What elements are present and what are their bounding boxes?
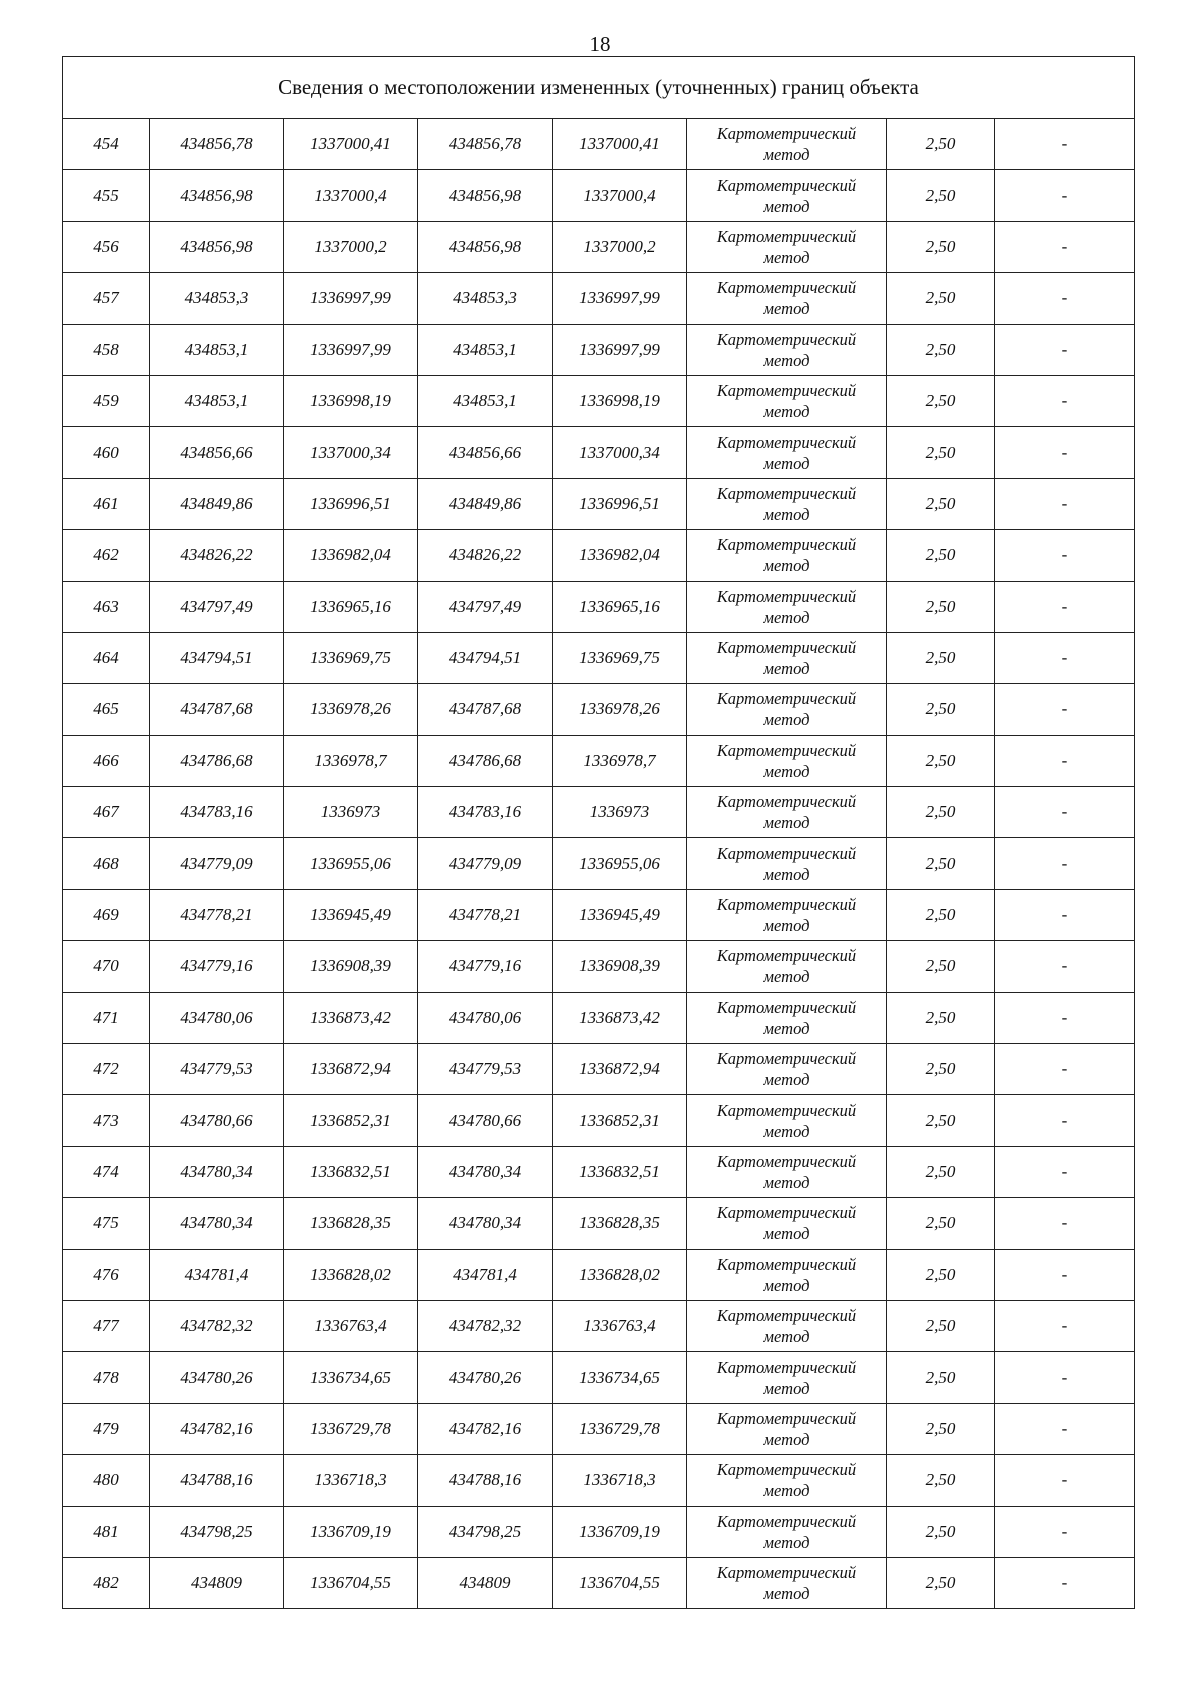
table-row [63, 1403, 1135, 1454]
y-existing-cell: 1336973 [284, 787, 418, 838]
accuracy-cell: 2,50 [887, 1455, 995, 1506]
method-text: Картометрический метод [716, 1563, 857, 1604]
x-specified-cell: 434853,1 [418, 375, 553, 426]
y-specified-cell: 1337000,4 [553, 170, 687, 221]
x-existing-cell: 434809 [150, 1557, 284, 1608]
x-specified-cell: 434782,16 [418, 1403, 553, 1454]
y-specified-cell: 1336978,26 [553, 684, 687, 735]
table-row [63, 324, 1135, 375]
method-text: Картометрический метод [716, 1460, 857, 1501]
table-row [63, 735, 1135, 786]
dash-cell: - [995, 1352, 1135, 1403]
method-text: Картометрический метод [716, 175, 857, 216]
dash-cell: - [995, 119, 1135, 170]
table-row [63, 170, 1135, 221]
table-row [63, 530, 1135, 581]
y-specified-cell: 1336729,78 [553, 1403, 687, 1454]
method-text: Картометрический метод [716, 586, 857, 627]
y-existing-cell: 1336978,7 [284, 735, 418, 786]
accuracy-cell: 2,50 [887, 221, 995, 272]
y-existing-cell: 1337000,4 [284, 170, 418, 221]
accuracy-cell: 2,50 [887, 992, 995, 1043]
dash-cell: - [995, 581, 1135, 632]
method-cell [687, 375, 887, 426]
x-existing-cell: 434797,49 [150, 581, 284, 632]
dash-cell: - [995, 1403, 1135, 1454]
x-specified-cell: 434780,26 [418, 1352, 553, 1403]
x-existing-cell: 434778,21 [150, 889, 284, 940]
y-existing-cell: 1336982,04 [284, 530, 418, 581]
y-existing-cell: 1336978,26 [284, 684, 418, 735]
method-cell [687, 478, 887, 529]
method-text: Картометрический метод [716, 381, 857, 422]
y-specified-cell: 1336997,99 [553, 324, 687, 375]
accuracy-cell: 2,50 [887, 324, 995, 375]
y-existing-cell: 1336709,19 [284, 1506, 418, 1557]
y-specified-cell: 1337000,34 [553, 427, 687, 478]
y-specified-cell: 1337000,41 [553, 119, 687, 170]
accuracy-cell: 2,50 [887, 735, 995, 786]
y-specified-cell: 1336852,31 [553, 1095, 687, 1146]
method-cell [687, 581, 887, 632]
method-text: Картометрический метод [716, 1357, 857, 1398]
y-existing-cell: 1337000,34 [284, 427, 418, 478]
y-existing-cell: 1336852,31 [284, 1095, 418, 1146]
point-number-cell: 461 [63, 478, 150, 529]
method-cell [687, 787, 887, 838]
method-cell [687, 1557, 887, 1608]
point-number-cell: 478 [63, 1352, 150, 1403]
x-specified-cell: 434826,22 [418, 530, 553, 581]
method-text: Картометрический метод [716, 226, 857, 267]
x-specified-cell: 434853,3 [418, 273, 553, 324]
accuracy-cell: 2,50 [887, 941, 995, 992]
accuracy-cell: 2,50 [887, 1044, 995, 1095]
table-row [63, 1300, 1135, 1351]
x-specified-cell: 434849,86 [418, 478, 553, 529]
point-number-cell: 473 [63, 1095, 150, 1146]
table-row [63, 119, 1135, 170]
table-row [63, 684, 1135, 735]
y-existing-cell: 1337000,2 [284, 221, 418, 272]
method-cell [687, 1455, 887, 1506]
table-title: Сведения о местоположении измененных (уточненных) границ объекта [63, 57, 1135, 119]
dash-cell: - [995, 1198, 1135, 1249]
x-specified-cell: 434779,16 [418, 941, 553, 992]
accuracy-cell: 2,50 [887, 1300, 995, 1351]
y-specified-cell: 1337000,2 [553, 221, 687, 272]
dash-cell: - [995, 632, 1135, 683]
table-row [63, 375, 1135, 426]
y-existing-cell: 1336997,99 [284, 324, 418, 375]
x-specified-cell: 434781,4 [418, 1249, 553, 1300]
method-text: Картометрический метод [716, 1049, 857, 1090]
y-existing-cell: 1336832,51 [284, 1146, 418, 1197]
dash-cell: - [995, 941, 1135, 992]
point-number-cell: 467 [63, 787, 150, 838]
table-row [63, 1506, 1135, 1557]
x-existing-cell: 434853,1 [150, 324, 284, 375]
x-existing-cell: 434856,78 [150, 119, 284, 170]
accuracy-cell: 2,50 [887, 273, 995, 324]
y-specified-cell: 1336997,99 [553, 273, 687, 324]
dash-cell: - [995, 1557, 1135, 1608]
point-number-cell: 479 [63, 1403, 150, 1454]
point-number-cell: 460 [63, 427, 150, 478]
y-specified-cell: 1336709,19 [553, 1506, 687, 1557]
accuracy-cell: 2,50 [887, 530, 995, 581]
accuracy-cell: 2,50 [887, 632, 995, 683]
dash-cell: - [995, 273, 1135, 324]
y-specified-cell: 1336704,55 [553, 1557, 687, 1608]
dash-cell: - [995, 1455, 1135, 1506]
y-existing-cell: 1336965,16 [284, 581, 418, 632]
x-specified-cell: 434780,34 [418, 1198, 553, 1249]
method-cell [687, 941, 887, 992]
x-existing-cell: 434782,32 [150, 1300, 284, 1351]
table-row [63, 273, 1135, 324]
point-number-cell: 480 [63, 1455, 150, 1506]
dash-cell: - [995, 1095, 1135, 1146]
method-cell [687, 221, 887, 272]
dash-cell: - [995, 478, 1135, 529]
dash-cell: - [995, 735, 1135, 786]
x-existing-cell: 434783,16 [150, 787, 284, 838]
accuracy-cell: 2,50 [887, 684, 995, 735]
method-cell [687, 889, 887, 940]
method-text: Картометрический метод [716, 483, 857, 524]
y-specified-cell: 1336908,39 [553, 941, 687, 992]
accuracy-cell: 2,50 [887, 1095, 995, 1146]
x-specified-cell: 434780,34 [418, 1146, 553, 1197]
x-specified-cell: 434788,16 [418, 1455, 553, 1506]
dash-cell: - [995, 838, 1135, 889]
x-specified-cell: 434856,98 [418, 221, 553, 272]
accuracy-cell: 2,50 [887, 119, 995, 170]
x-existing-cell: 434794,51 [150, 632, 284, 683]
method-cell [687, 273, 887, 324]
y-existing-cell: 1336908,39 [284, 941, 418, 992]
accuracy-cell: 2,50 [887, 1352, 995, 1403]
y-existing-cell: 1336998,19 [284, 375, 418, 426]
method-text: Картометрический метод [716, 843, 857, 884]
accuracy-cell: 2,50 [887, 1506, 995, 1557]
x-specified-cell: 434798,25 [418, 1506, 553, 1557]
table-row [63, 838, 1135, 889]
point-number-cell: 475 [63, 1198, 150, 1249]
x-existing-cell: 434856,66 [150, 427, 284, 478]
method-text: Картометрический метод [716, 1511, 857, 1552]
table-row [63, 581, 1135, 632]
point-number-cell: 465 [63, 684, 150, 735]
x-existing-cell: 434853,1 [150, 375, 284, 426]
method-cell [687, 838, 887, 889]
table-body [63, 119, 1135, 1609]
x-specified-cell: 434809 [418, 1557, 553, 1608]
point-number-cell: 456 [63, 221, 150, 272]
y-specified-cell: 1336828,02 [553, 1249, 687, 1300]
table-row [63, 941, 1135, 992]
method-cell [687, 324, 887, 375]
method-cell [687, 1044, 887, 1095]
x-specified-cell: 434797,49 [418, 581, 553, 632]
method-text: Картометрический метод [716, 1152, 857, 1192]
y-specified-cell: 1336872,94 [553, 1044, 687, 1095]
accuracy-cell: 2,50 [887, 838, 995, 889]
y-specified-cell: 1336973 [553, 787, 687, 838]
point-number-cell: 482 [63, 1557, 150, 1608]
accuracy-cell: 2,50 [887, 1146, 995, 1197]
x-specified-cell: 434783,16 [418, 787, 553, 838]
x-existing-cell: 434779,09 [150, 838, 284, 889]
x-specified-cell: 434786,68 [418, 735, 553, 786]
y-existing-cell: 1336718,3 [284, 1455, 418, 1506]
y-existing-cell: 1336997,99 [284, 273, 418, 324]
method-cell [687, 119, 887, 170]
x-existing-cell: 434780,34 [150, 1146, 284, 1197]
y-specified-cell: 1336873,42 [553, 992, 687, 1043]
method-cell [687, 1146, 887, 1197]
x-existing-cell: 434780,26 [150, 1352, 284, 1403]
x-existing-cell: 434779,16 [150, 941, 284, 992]
method-text: Картометрический метод [716, 689, 857, 730]
y-specified-cell: 1336832,51 [553, 1146, 687, 1197]
y-existing-cell: 1337000,41 [284, 119, 418, 170]
y-specified-cell: 1336998,19 [553, 375, 687, 426]
table-row [63, 632, 1135, 683]
method-cell [687, 632, 887, 683]
y-specified-cell: 1336982,04 [553, 530, 687, 581]
y-specified-cell: 1336996,51 [553, 478, 687, 529]
dash-cell: - [995, 889, 1135, 940]
x-existing-cell: 434787,68 [150, 684, 284, 735]
table-row [63, 1146, 1135, 1197]
method-text: Картометрический метод [716, 535, 857, 576]
method-text: Картометрический метод [716, 997, 857, 1038]
point-number-cell: 468 [63, 838, 150, 889]
x-specified-cell: 434853,1 [418, 324, 553, 375]
y-specified-cell: 1336955,06 [553, 838, 687, 889]
page-number: 18 [589, 32, 611, 56]
method-text: Картометрический метод [716, 1203, 857, 1244]
x-specified-cell: 434780,06 [418, 992, 553, 1043]
method-cell [687, 1300, 887, 1351]
x-existing-cell: 434798,25 [150, 1506, 284, 1557]
dash-cell: - [995, 427, 1135, 478]
y-existing-cell: 1336996,51 [284, 478, 418, 529]
x-existing-cell: 434853,3 [150, 273, 284, 324]
x-existing-cell: 434782,16 [150, 1403, 284, 1454]
y-existing-cell: 1336828,35 [284, 1198, 418, 1249]
dash-cell: - [995, 324, 1135, 375]
dash-cell: - [995, 170, 1135, 221]
y-existing-cell: 1336873,42 [284, 992, 418, 1043]
table-row [63, 787, 1135, 838]
y-specified-cell: 1336763,4 [553, 1300, 687, 1351]
table-row [63, 889, 1135, 940]
point-number-cell: 463 [63, 581, 150, 632]
y-existing-cell: 1336945,49 [284, 889, 418, 940]
method-cell [687, 684, 887, 735]
method-text: Картометрический метод [716, 124, 857, 165]
accuracy-cell: 2,50 [887, 1557, 995, 1608]
accuracy-cell: 2,50 [887, 1249, 995, 1300]
method-cell [687, 992, 887, 1043]
x-existing-cell: 434856,98 [150, 221, 284, 272]
method-cell [687, 1403, 887, 1454]
x-specified-cell: 434778,21 [418, 889, 553, 940]
accuracy-cell: 2,50 [887, 1403, 995, 1454]
x-existing-cell: 434779,53 [150, 1044, 284, 1095]
method-text: Картометрический метод [716, 1254, 857, 1295]
dash-cell: - [995, 787, 1135, 838]
method-cell [687, 1506, 887, 1557]
point-number-cell: 469 [63, 889, 150, 940]
x-existing-cell: 434786,68 [150, 735, 284, 786]
method-cell [687, 1198, 887, 1249]
table-row [63, 427, 1135, 478]
x-specified-cell: 434787,68 [418, 684, 553, 735]
method-cell [687, 170, 887, 221]
point-number-cell: 464 [63, 632, 150, 683]
y-existing-cell: 1336763,4 [284, 1300, 418, 1351]
dash-cell: - [995, 221, 1135, 272]
x-specified-cell: 434856,78 [418, 119, 553, 170]
accuracy-cell: 2,50 [887, 889, 995, 940]
point-number-cell: 472 [63, 1044, 150, 1095]
method-text: Картометрический метод [716, 740, 857, 781]
point-number-cell: 471 [63, 992, 150, 1043]
y-specified-cell: 1336718,3 [553, 1455, 687, 1506]
x-specified-cell: 434779,09 [418, 838, 553, 889]
point-number-cell: 476 [63, 1249, 150, 1300]
x-specified-cell: 434780,66 [418, 1095, 553, 1146]
method-text: Картометрический метод [716, 946, 857, 987]
x-existing-cell: 434780,34 [150, 1198, 284, 1249]
x-existing-cell: 434780,06 [150, 992, 284, 1043]
x-specified-cell: 434856,98 [418, 170, 553, 221]
y-existing-cell: 1336828,02 [284, 1249, 418, 1300]
method-text: Картометрический метод [716, 278, 857, 319]
dash-cell: - [995, 1300, 1135, 1351]
y-existing-cell: 1336704,55 [284, 1557, 418, 1608]
method-text: Картометрический метод [716, 329, 857, 370]
table-row [63, 992, 1135, 1043]
x-existing-cell: 434849,86 [150, 478, 284, 529]
point-number-cell: 481 [63, 1506, 150, 1557]
x-existing-cell: 434781,4 [150, 1249, 284, 1300]
dash-cell: - [995, 1146, 1135, 1197]
method-cell [687, 1352, 887, 1403]
accuracy-cell: 2,50 [887, 170, 995, 221]
y-specified-cell: 1336978,7 [553, 735, 687, 786]
x-existing-cell: 434780,66 [150, 1095, 284, 1146]
point-number-cell: 462 [63, 530, 150, 581]
x-specified-cell: 434782,32 [418, 1300, 553, 1351]
method-cell [687, 530, 887, 581]
point-number-cell: 466 [63, 735, 150, 786]
y-specified-cell: 1336969,75 [553, 632, 687, 683]
x-existing-cell: 434826,22 [150, 530, 284, 581]
y-existing-cell: 1336734,65 [284, 1352, 418, 1403]
method-text: Картометрический метод [716, 792, 857, 833]
table-row [63, 1044, 1135, 1095]
dash-cell: - [995, 992, 1135, 1043]
point-number-cell: 454 [63, 119, 150, 170]
y-existing-cell: 1336955,06 [284, 838, 418, 889]
method-text: Картометрический метод [716, 432, 857, 473]
dash-cell: - [995, 530, 1135, 581]
boundary-coordinates-table [62, 56, 1135, 1609]
x-specified-cell: 434779,53 [418, 1044, 553, 1095]
table-row [63, 1249, 1135, 1300]
accuracy-cell: 2,50 [887, 787, 995, 838]
method-text: Картометрический метод [716, 1306, 857, 1347]
table-row [63, 1198, 1135, 1249]
accuracy-cell: 2,50 [887, 581, 995, 632]
point-number-cell: 477 [63, 1300, 150, 1351]
method-text: Картометрический метод [716, 638, 857, 679]
method-cell [687, 735, 887, 786]
x-specified-cell: 434794,51 [418, 632, 553, 683]
dash-cell: - [995, 1506, 1135, 1557]
y-specified-cell: 1336945,49 [553, 889, 687, 940]
point-number-cell: 458 [63, 324, 150, 375]
method-text: Картометрический метод [716, 895, 857, 936]
point-number-cell: 474 [63, 1146, 150, 1197]
y-existing-cell: 1336969,75 [284, 632, 418, 683]
y-existing-cell: 1336872,94 [284, 1044, 418, 1095]
accuracy-cell: 2,50 [887, 1198, 995, 1249]
accuracy-cell: 2,50 [887, 478, 995, 529]
method-text: Картометрический метод [716, 1408, 857, 1449]
method-text: Картометрический метод [716, 1100, 857, 1141]
dash-cell: - [995, 1044, 1135, 1095]
method-cell [687, 1095, 887, 1146]
table-row [63, 1352, 1135, 1403]
method-cell [687, 1249, 887, 1300]
y-specified-cell: 1336828,35 [553, 1198, 687, 1249]
table-row [63, 1557, 1135, 1608]
table-title-row [63, 57, 1135, 119]
table-row [63, 1455, 1135, 1506]
y-existing-cell: 1336729,78 [284, 1403, 418, 1454]
table-row [63, 221, 1135, 272]
accuracy-cell: 2,50 [887, 375, 995, 426]
point-number-cell: 457 [63, 273, 150, 324]
point-number-cell: 455 [63, 170, 150, 221]
point-number-cell: 470 [63, 941, 150, 992]
x-existing-cell: 434788,16 [150, 1455, 284, 1506]
method-cell [687, 427, 887, 478]
table-row [63, 478, 1135, 529]
y-specified-cell: 1336965,16 [553, 581, 687, 632]
dash-cell: - [995, 375, 1135, 426]
x-existing-cell: 434856,98 [150, 170, 284, 221]
point-number-cell: 459 [63, 375, 150, 426]
dash-cell: - [995, 684, 1135, 735]
table-row [63, 1095, 1135, 1146]
x-specified-cell: 434856,66 [418, 427, 553, 478]
dash-cell: - [995, 1249, 1135, 1300]
accuracy-cell: 2,50 [887, 427, 995, 478]
y-specified-cell: 1336734,65 [553, 1352, 687, 1403]
